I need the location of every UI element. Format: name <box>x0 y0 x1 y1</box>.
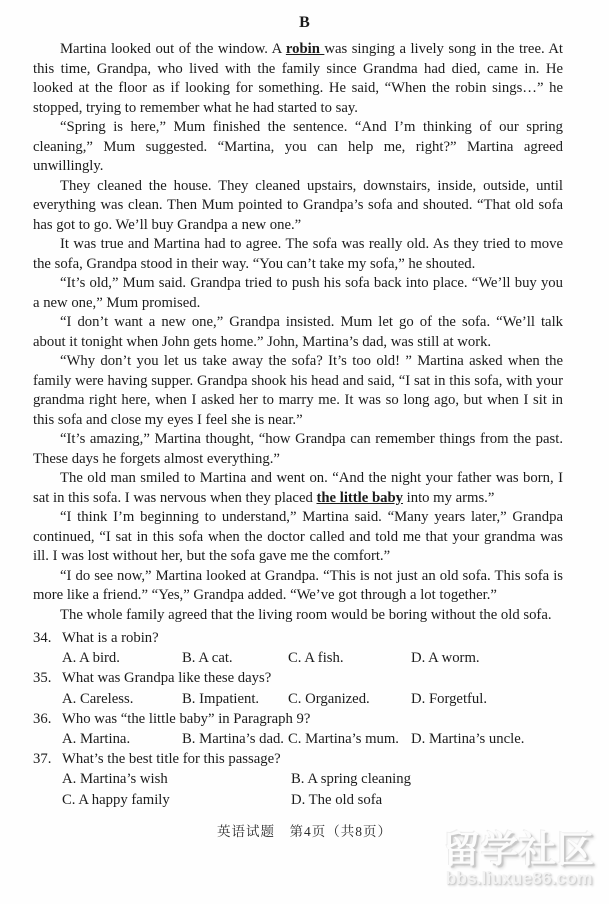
page-footer: 英语试题 第4页（共8页） <box>217 824 392 839</box>
passage-paragraph: “Why don’t you let us take away the sofa? It’s too old! ” Martina asked when the family were having supper. Grandpa shook his head and said, “I sat in this sofa, with your grandma right here, when I asked her to marry me. It was so long ago, but when I sit in this sofa and close my eyes I feel she is near.” <box>33 353 563 428</box>
question-35 <box>33 668 563 708</box>
passage-paragraph: The old man smiled to Martina and went on. “And the night your father was born, I sat in this sofa. I was nervous when they placed the little baby into my arms.” <box>33 470 563 506</box>
option-c: C. A fish. <box>288 650 344 667</box>
question-text: What was Grandpa like these days? <box>62 670 272 687</box>
question-number: 34. <box>33 630 52 646</box>
question-text: Who was “the little baby” in Paragraph 9? <box>62 710 311 727</box>
option-d: D. Forgetful. <box>411 690 488 707</box>
passage-paragraph: “I think I’m beginning to understand,” Martina said. “Many years later,” Grandpa continued, “I sat in this sofa when the doctor called and told me that your grandma was ill. I was lost without her, but the sofa gave me the comfort.” <box>33 509 563 564</box>
option-a: A. A bird. <box>62 650 120 667</box>
passage-paragraph: Martina looked out of the window. A robin was singing a lively song in the tree. At this time, Grandpa, who lived with the family since Grandma had died, came in. He looked at the floor as if looking for something. He said, “When the robin sings…” he stopped, trying to remember what he had started to say. <box>33 41 564 116</box>
options-row <box>33 729 563 749</box>
question-text: What is a robin? <box>62 630 159 646</box>
passage-paragraph: “Spring is here,” Mum finished the sentence. “And I’m thinking of our spring cleaning,” Mum suggested. “Martina, you can help me, right?” Martina agreed unwillingly. <box>33 119 563 174</box>
question-number: 36. <box>33 710 52 727</box>
passage-paragraph: They cleaned the house. They cleaned upstairs, downstairs, inside, outside, until everything was clean. Then Mum pointed to Grandpa’s sofa and shouted. “That old sofa has got to go. We’ll buy Grandpa a new one.” <box>33 177 563 233</box>
emphasized-term: robin <box>285 41 325 57</box>
emphasized-term: the little baby <box>316 489 403 506</box>
question-number: 37. <box>33 751 52 768</box>
option-b: B. A spring cleaning <box>291 771 411 788</box>
watermark <box>433 828 605 889</box>
option-a: A. Martina. <box>62 731 131 748</box>
question-text: What’s the best title for this passage? <box>62 751 281 768</box>
question-37 <box>33 749 563 810</box>
options-row <box>33 689 563 709</box>
options-row <box>33 769 563 789</box>
section-label: B <box>299 14 310 31</box>
question-36 <box>33 709 563 749</box>
option-d: D. A worm. <box>411 650 480 667</box>
passage-paragraph: “I do see now,” Martina looked at Grandpa. “This is not just an old sofa. This sofa is more like a friend.” “Yes,” Grandpa added. “We’ve got through a lot together.” <box>33 567 563 603</box>
option-b: B. Impatient. <box>182 690 260 707</box>
option-a: A. Careless. <box>62 690 134 707</box>
option-c: C. Organized. <box>288 690 370 707</box>
passage-paragraph: “I don’t want a new one,” Grandpa insisted. Mum let go of the sofa. “We’ll talk about it tonight when John gets home.” John, Martina’s dad, was still at work. <box>33 314 563 350</box>
passage-paragraph: The whole family agreed that the living room would be boring without the old sofa. <box>60 606 552 623</box>
watermark-url: bbs.liuxue86.com <box>445 868 593 888</box>
option-c: C. A happy family <box>62 791 170 808</box>
questions-section <box>33 628 563 810</box>
option-d: D. The old sofa <box>291 791 383 808</box>
option-a: A. Martina’s wish <box>62 771 168 788</box>
option-b: B. A cat. <box>182 650 233 667</box>
question-number: 35. <box>33 670 52 687</box>
passage-paragraph: It was true and Martina had to agree. The sofa was really old. As they tried to move the sofa, Grandpa stood in their way. “You can’t take my sofa,” he shouted. <box>33 236 563 272</box>
watermark-title: 留学社区 <box>443 829 595 870</box>
question-34 <box>33 628 563 668</box>
option-c: C. Martina’s mum. <box>288 731 399 748</box>
passage-paragraph: “It’s amazing,” Martina thought, “how Grandpa can remember things from the past. These days he forgets almost everything.” <box>33 431 563 467</box>
options-row <box>33 790 563 810</box>
reading-passage <box>33 40 563 625</box>
passage-paragraph: “It’s old,” Mum said. Grandpa tried to push his sofa back into place. “We’ll buy you a new one,” Mum promised. <box>33 275 563 311</box>
option-b: B. Martina’s dad. <box>182 731 284 748</box>
option-d: D. Martina’s uncle. <box>411 731 525 748</box>
options-row <box>33 648 563 668</box>
